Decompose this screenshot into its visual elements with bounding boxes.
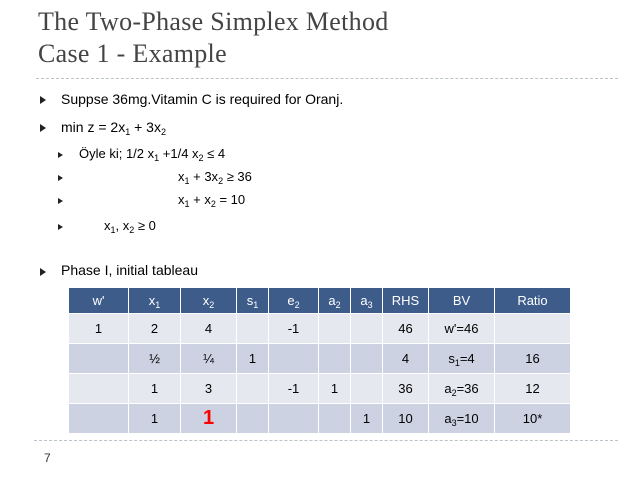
cell-w: 1 bbox=[69, 314, 129, 344]
cell-rhs: 46 bbox=[383, 314, 429, 344]
cell-x2: 4 bbox=[181, 314, 237, 344]
table-row bbox=[69, 344, 571, 374]
header-e2: $e_2$ bbox=[269, 288, 319, 314]
cell-a3: 1 bbox=[351, 404, 383, 434]
bullet-arrow-icon bbox=[40, 96, 46, 104]
cell-a3 bbox=[351, 344, 383, 374]
header-w: w' bbox=[69, 288, 129, 314]
tableau-header-row bbox=[69, 288, 571, 314]
cell-a2 bbox=[319, 404, 351, 434]
cell-s1: 1 bbox=[237, 344, 269, 374]
cell-x2: 3 bbox=[181, 374, 237, 404]
cell-e2 bbox=[269, 404, 319, 434]
bullet-phase-1: Phase I, initial tableau bbox=[61, 262, 198, 278]
cell-bv: $s_1=4$ bbox=[429, 344, 495, 374]
page-number: 7 bbox=[44, 451, 51, 465]
cell-a3 bbox=[351, 314, 383, 344]
pivot-element: 1 bbox=[202, 407, 215, 429]
cell-a2 bbox=[319, 314, 351, 344]
table-row bbox=[69, 374, 571, 404]
cell-e2 bbox=[269, 344, 319, 374]
header-s1: $s_1$ bbox=[237, 288, 269, 314]
header-ratio: Ratio bbox=[495, 288, 571, 314]
header-bv: BV bbox=[429, 288, 495, 314]
header-x1: $x_1$ bbox=[129, 288, 181, 314]
nonnegativity-constraint: $x_1$, $x_2 \ge 0$ bbox=[104, 218, 156, 235]
cell-bv: $a_2=36$ bbox=[429, 374, 495, 404]
bullet-arrow-icon bbox=[40, 268, 46, 276]
table-row bbox=[69, 314, 571, 344]
sub-bullet-arrow-icon bbox=[58, 175, 63, 181]
header-rhs: RHS bbox=[383, 288, 429, 314]
cell-rhs: 36 bbox=[383, 374, 429, 404]
cell-w bbox=[69, 374, 129, 404]
cell-rhs: 4 bbox=[383, 344, 429, 374]
cell-a3 bbox=[351, 374, 383, 404]
cell-x1: ½ bbox=[129, 344, 181, 374]
bullet-arrow-icon bbox=[40, 124, 46, 132]
sub-bullet-arrow-icon bbox=[58, 152, 63, 158]
constraint-3: $x_1 + x_2 = 10$ bbox=[178, 192, 246, 209]
cell-x1: 2 bbox=[129, 314, 181, 344]
cell-rhs: 10 bbox=[383, 404, 429, 434]
cell-x1: 1 bbox=[129, 404, 181, 434]
cell-w bbox=[69, 404, 129, 434]
cell-ratio: 10* bbox=[495, 404, 571, 434]
cell-x2: ¼ bbox=[181, 344, 237, 374]
cell-bv: $a_3=10$ bbox=[429, 404, 495, 434]
slide-title-line-1: The Two-Phase Simplex Method bbox=[38, 7, 389, 36]
header-x2: $x_2$ bbox=[181, 288, 237, 314]
cell-a2: 1 bbox=[319, 374, 351, 404]
slide-title-line-2: Case 1 - Example bbox=[38, 39, 227, 68]
header-a3: $a_3$ bbox=[351, 288, 383, 314]
simplex-tableau bbox=[68, 287, 571, 434]
bullet-problem-statement: Suppse 36mg.Vitamin C is required for Oranj. bbox=[61, 91, 344, 107]
table-row bbox=[69, 404, 571, 434]
sub-bullet-arrow-icon bbox=[58, 224, 63, 230]
bullet-objective: $\min z = 2x_1 + 3x_2$ bbox=[61, 119, 166, 137]
cell-ratio: 12 bbox=[495, 374, 571, 404]
footer-divider bbox=[34, 440, 618, 441]
cell-w bbox=[69, 344, 129, 374]
header-a2: $a_2$ bbox=[319, 288, 351, 314]
cell-bv: w'=46 bbox=[429, 314, 495, 344]
cell-e2: -1 bbox=[269, 374, 319, 404]
sub-bullet-arrow-icon bbox=[58, 198, 63, 204]
pivot-cell-x2 bbox=[181, 404, 237, 434]
cell-e2: -1 bbox=[269, 314, 319, 344]
constraint-2: $x_1 + 3x_2 \ge 36$ bbox=[178, 169, 252, 186]
cell-ratio bbox=[495, 314, 571, 344]
slide-title bbox=[38, 6, 618, 70]
cell-s1 bbox=[237, 374, 269, 404]
constraint-1: Öyle ki; 1/2 $x_1 +1/4$ $x_2 \le 4$ bbox=[79, 146, 226, 163]
cell-a2 bbox=[319, 344, 351, 374]
title-divider bbox=[36, 78, 618, 79]
cell-ratio: 16 bbox=[495, 344, 571, 374]
cell-x1: 1 bbox=[129, 374, 181, 404]
cell-s1 bbox=[237, 314, 269, 344]
cell-s1 bbox=[237, 404, 269, 434]
